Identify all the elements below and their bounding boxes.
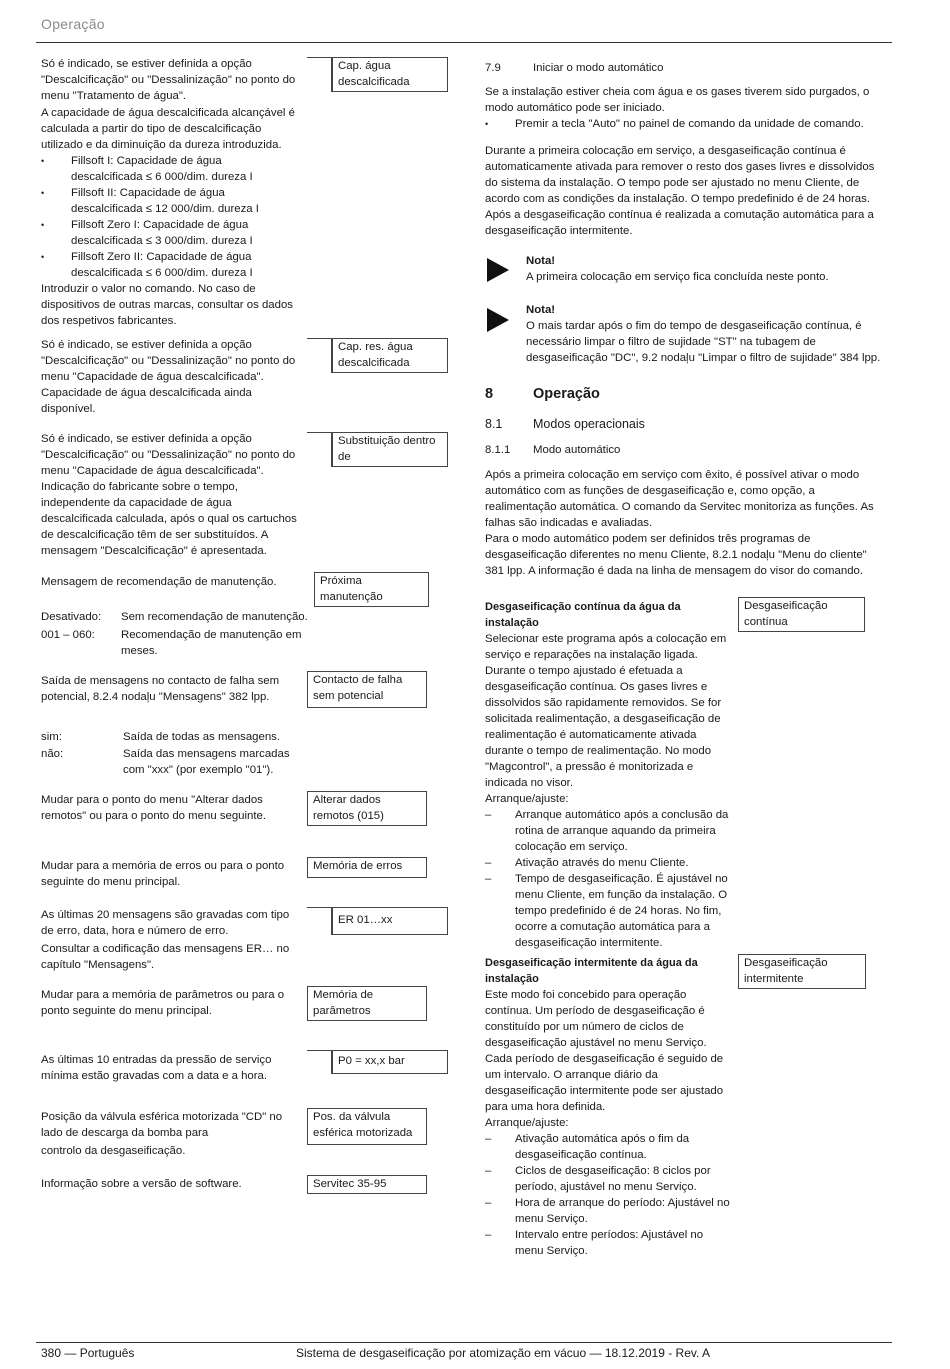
menu-box-er: ER 01…xx [331,907,448,935]
menu-box-servitec: Servitec 35-95 [307,1175,427,1194]
menu-description: Só é indicado, se estiver definida a opção "Descalcificação" ou "Dessalinização" no ponto do menu "Tratamento de água". [41,58,296,102]
menu-description: Mudar para a memória de erros ou para o ponto seguinte do menu principal. [41,860,285,888]
section-title: Modo automático [533,444,621,456]
note-arrow-icon [487,258,509,282]
menu-description [41,907,303,973]
menu-description [41,337,303,417]
note-text: A primeira colocação em serviço fica concluída neste ponto. [526,271,829,283]
paragraph: Este modo foi concebido para operação contínua. Um período de desgaseificação é constituído por um número de ciclos de desgaseificação ajustável no menu Serviço. Cada período de desgaseificação é seguido de um intervalo. O arranque diário da desgaseificação intermitente pode ser ajustado para uma hora definida. [485,989,724,1113]
menu-description: Saída de mensagens no contacto de falha sem potencial, 8.2.4 nodaļu "Mensagens" 382 lpp. [41,675,280,703]
paragraph: Posição da válvula esférica motorizada "CD" no lado de descarga da bomba para [41,1111,283,1139]
menu-box-memoria-parametros: Memória de parâmetros [307,986,427,1021]
option-value: Saída de todas as mensagens. [123,731,281,743]
page-header-title: Operação [41,16,105,32]
paragraph: Selecionar este programa após a colocação em serviço e reparações na instalação ligada. Durante o tempo ajustado é efetuada a desgaseificação contínua. Os gases livres e dissolvidos são rapidamente removidos. Se for solicitada realimentação, a desgaseificação de realimentação é automaticamente ativada durante o tempo de realimentação. No modo "Magcontrol", a pressão é monitorizada e indicada no visor. [485,633,727,789]
paragraph: Durante a primeira colocação em serviço, a desgaseificação contínua é automaticamente ativada para remover o resto dos gases livres e dissolvidos do sistema da instalação. O tempo pode ser ajustado no menu Cliente, de acordo com as condições da instalação. O tempo predefinido é de 24 horas. Após a desgaseificação contínua é realizada a comutação automática para a desgaseificação intermitente. [485,145,875,237]
paragraph: Introduzir o valor no comando. No caso de dispositivos de outras marcas, consultar os dados dos respetivos fabricantes. [41,283,293,327]
option-list [41,609,311,659]
menu-box-memoria-erros: Memória de erros [307,857,427,878]
list-item: – Ativação através do menu Cliente. [485,855,731,871]
box-connector [307,1050,331,1051]
continuous-degassing-block [485,599,731,951]
paragraph: Após a primeira colocação em serviço com êxito, é possível ativar o modo automático com as funções de desgaseificação e, como opção, a realimentação automática. O comando da Servitec monitoriza as funções. As falhas são indicadas e avaliadas. [485,469,874,529]
paragraph: A capacidade de água descalcificada alcançável é calculada a partir do tipo de descalcificação utilizado e da diminuição da dureza introduzida. [41,107,295,151]
section-title: Iniciar o modo automático [533,62,664,74]
section-body [485,84,885,239]
list-item: – Hora de arranque do período: Ajustável no menu Serviço. [485,1195,731,1227]
menu-box-substituicao: Substituição dentro de [331,432,448,467]
option-key: 001 – 060: [41,629,95,641]
note-box [526,302,884,366]
header-rule [36,42,892,43]
section-number: 8.1.1 [485,444,511,456]
list-item: – Tempo de desgaseificação. É ajustável no menu Cliente, em função da instalação. O tempo predefinido é de 24 horas. No fim, ocorre a comutação automática para a desgaseificação intermitente. [485,871,731,951]
option-key: sim: [41,731,62,743]
section-heading-8 [485,386,600,402]
list-item: • Fillsoft Zero I: Capacidade de água descalcificada ≤ 3 000/dim. dureza I [41,217,296,249]
list-item: – Intervalo entre períodos: Ajustável no menu Serviço. [485,1227,731,1259]
list-item: – Arranque automático após a conclusão da rotina de arranque aquando da primeira colocação em serviço. [485,807,731,855]
menu-box-proxima-manutencao: Próxima manutenção [314,572,429,607]
note-text: O mais tardar após o fim do tempo de desgaseificação contínua, é necessário limpar o filtro de sujidade "ST" na tubagem de desgaseificação "DC", 9.2 nodaļu "Limpar o filtro de sujidade" 384 lpp. [526,320,881,364]
paragraph: controlo da desgaseificação. [41,1145,186,1157]
list-item: – Ativação automática após o fim da desgaseificação contínua. [485,1131,731,1163]
paragraph: Para o modo automático podem ser definidos três programas de desgaseificação diferentes no menu Cliente, 8.2.1 nodaļu "Menu do cliente" 381 lpp. A informação é dada na linha de mensagem do visor do comando. [485,533,867,577]
box-connector [307,338,331,339]
section-heading-7-9 [485,60,663,76]
menu-box-cap-agua: Cap. água descalcificada [331,57,448,92]
capacity-explanation [41,105,296,329]
menu-description: As últimas 10 entradas da pressão de serviço mínima estão gravadas com a data e a hora. [41,1054,272,1082]
option-list [41,729,311,778]
list-item: • Premir a tecla "Auto" no painel de comando da unidade de comando. [485,116,885,132]
section-heading-8-1-1 [485,442,620,458]
menu-description [41,1109,303,1159]
menu-box-p0: P0 = xx,x bar [331,1050,448,1074]
list-item: • Fillsoft II: Capacidade de água descalcificada ≤ 12 000/dim. dureza I [41,185,296,217]
note-title: Nota! [526,304,556,316]
paragraph: Arranque/ajuste: [485,1117,569,1129]
footer-document-title: Sistema de desgaseificação por atomização em vácuo — 18.12.2019 - Rev. A [296,1346,711,1360]
section-number: 8.1 [485,417,503,431]
menu-description: Informação sobre a versão de software. [41,1178,242,1190]
note-title: Nota! [526,255,556,267]
option-key: não: [41,748,64,760]
intermittent-degassing-block [485,955,731,1259]
section-number: 7.9 [485,62,501,74]
list-item: – Ciclos de desgaseificação: 8 ciclos por período, ajustável no menu Serviço. [485,1163,731,1195]
menu-box-contacto-falha: Contacto de falha sem potencial [307,671,427,708]
box-connector [307,57,331,58]
menu-description: Mensagem de recomendação de manutenção. [41,576,277,588]
box-connector [307,907,331,908]
option-value: Sem recomendação de manutenção. [121,611,308,623]
option-value: Saída das mensagens marcadas com "xxx" (por exemplo "01"). [123,748,290,776]
paragraph: As últimas 20 mensagens são gravadas com tipo de erro, data, hora e número de erro. [41,909,290,937]
menu-description: Mudar para o ponto do menu "Alterar dados remotos" ou para o ponto do menu seguinte. [41,794,267,822]
footer-rule [36,1342,892,1343]
note-box [526,253,886,285]
section-body [485,467,887,579]
option-value: Recomendação de manutenção em meses. [121,629,302,657]
box-connector [307,432,331,433]
section-number: 8 [485,386,494,402]
menu-box-alterar-dados: Alterar dados remotos (015) [307,791,427,826]
footer-page-number: 380 — Português [41,1346,135,1360]
paragraph: Só é indicado, se estiver definida a opção "Descalcificação" ou "Dessalinização" no ponto do menu "Capacidade de água descalcificada". [41,339,296,383]
menu-box-continua: Desgaseificação contínua [738,597,865,632]
paragraph: Consultar a codificação das mensagens ER… no capítulo "Mensagens". [41,943,290,971]
paragraph: Capacidade de água descalcificada ainda disponível. [41,387,252,415]
menu-description: Mudar para a memória de parâmetros ou para o ponto seguinte do menu principal. [41,989,285,1017]
menu-description: Só é indicado, se estiver definida a opção "Descalcificação" ou "Dessalinização" no ponto do menu "Capacidade de água descalcificada". Indicação do fabricante sobre o tempo, independente da capacidade de água descalcificada calculada, após o qual os cartuchos de descalcificação têm de ser substituídos. A mensagem "Descalcificação" é apresentada. [41,433,297,557]
menu-box-intermitente: Desgaseificação intermitente [738,954,866,989]
menu-box-cap-res: Cap. res. água descalcificada [331,338,448,373]
block-title: Desgaseificação contínua da água da instalação [485,601,681,629]
list-item: • Fillsoft I: Capacidade de água descalcificada ≤ 6 000/dim. dureza I [41,153,296,185]
note-arrow-icon [487,308,509,332]
section-title: Operação [533,386,600,402]
list-item: • Fillsoft Zero II: Capacidade de água descalcificada ≤ 6 000/dim. dureza I [41,249,296,281]
option-key: Desativado: [41,611,102,623]
paragraph: Se a instalação estiver cheia com água e os gases tiverem sido purgados, o modo automático pode ser iniciado. [485,86,870,114]
menu-box-valvula: Pos. da válvula esférica motorizada [307,1108,427,1145]
block-title: Desgaseificação intermitente da água da instalação [485,957,698,985]
section-heading-8-1 [485,416,645,432]
section-title: Modos operacionais [533,417,645,431]
paragraph: Arranque/ajuste: [485,793,569,805]
